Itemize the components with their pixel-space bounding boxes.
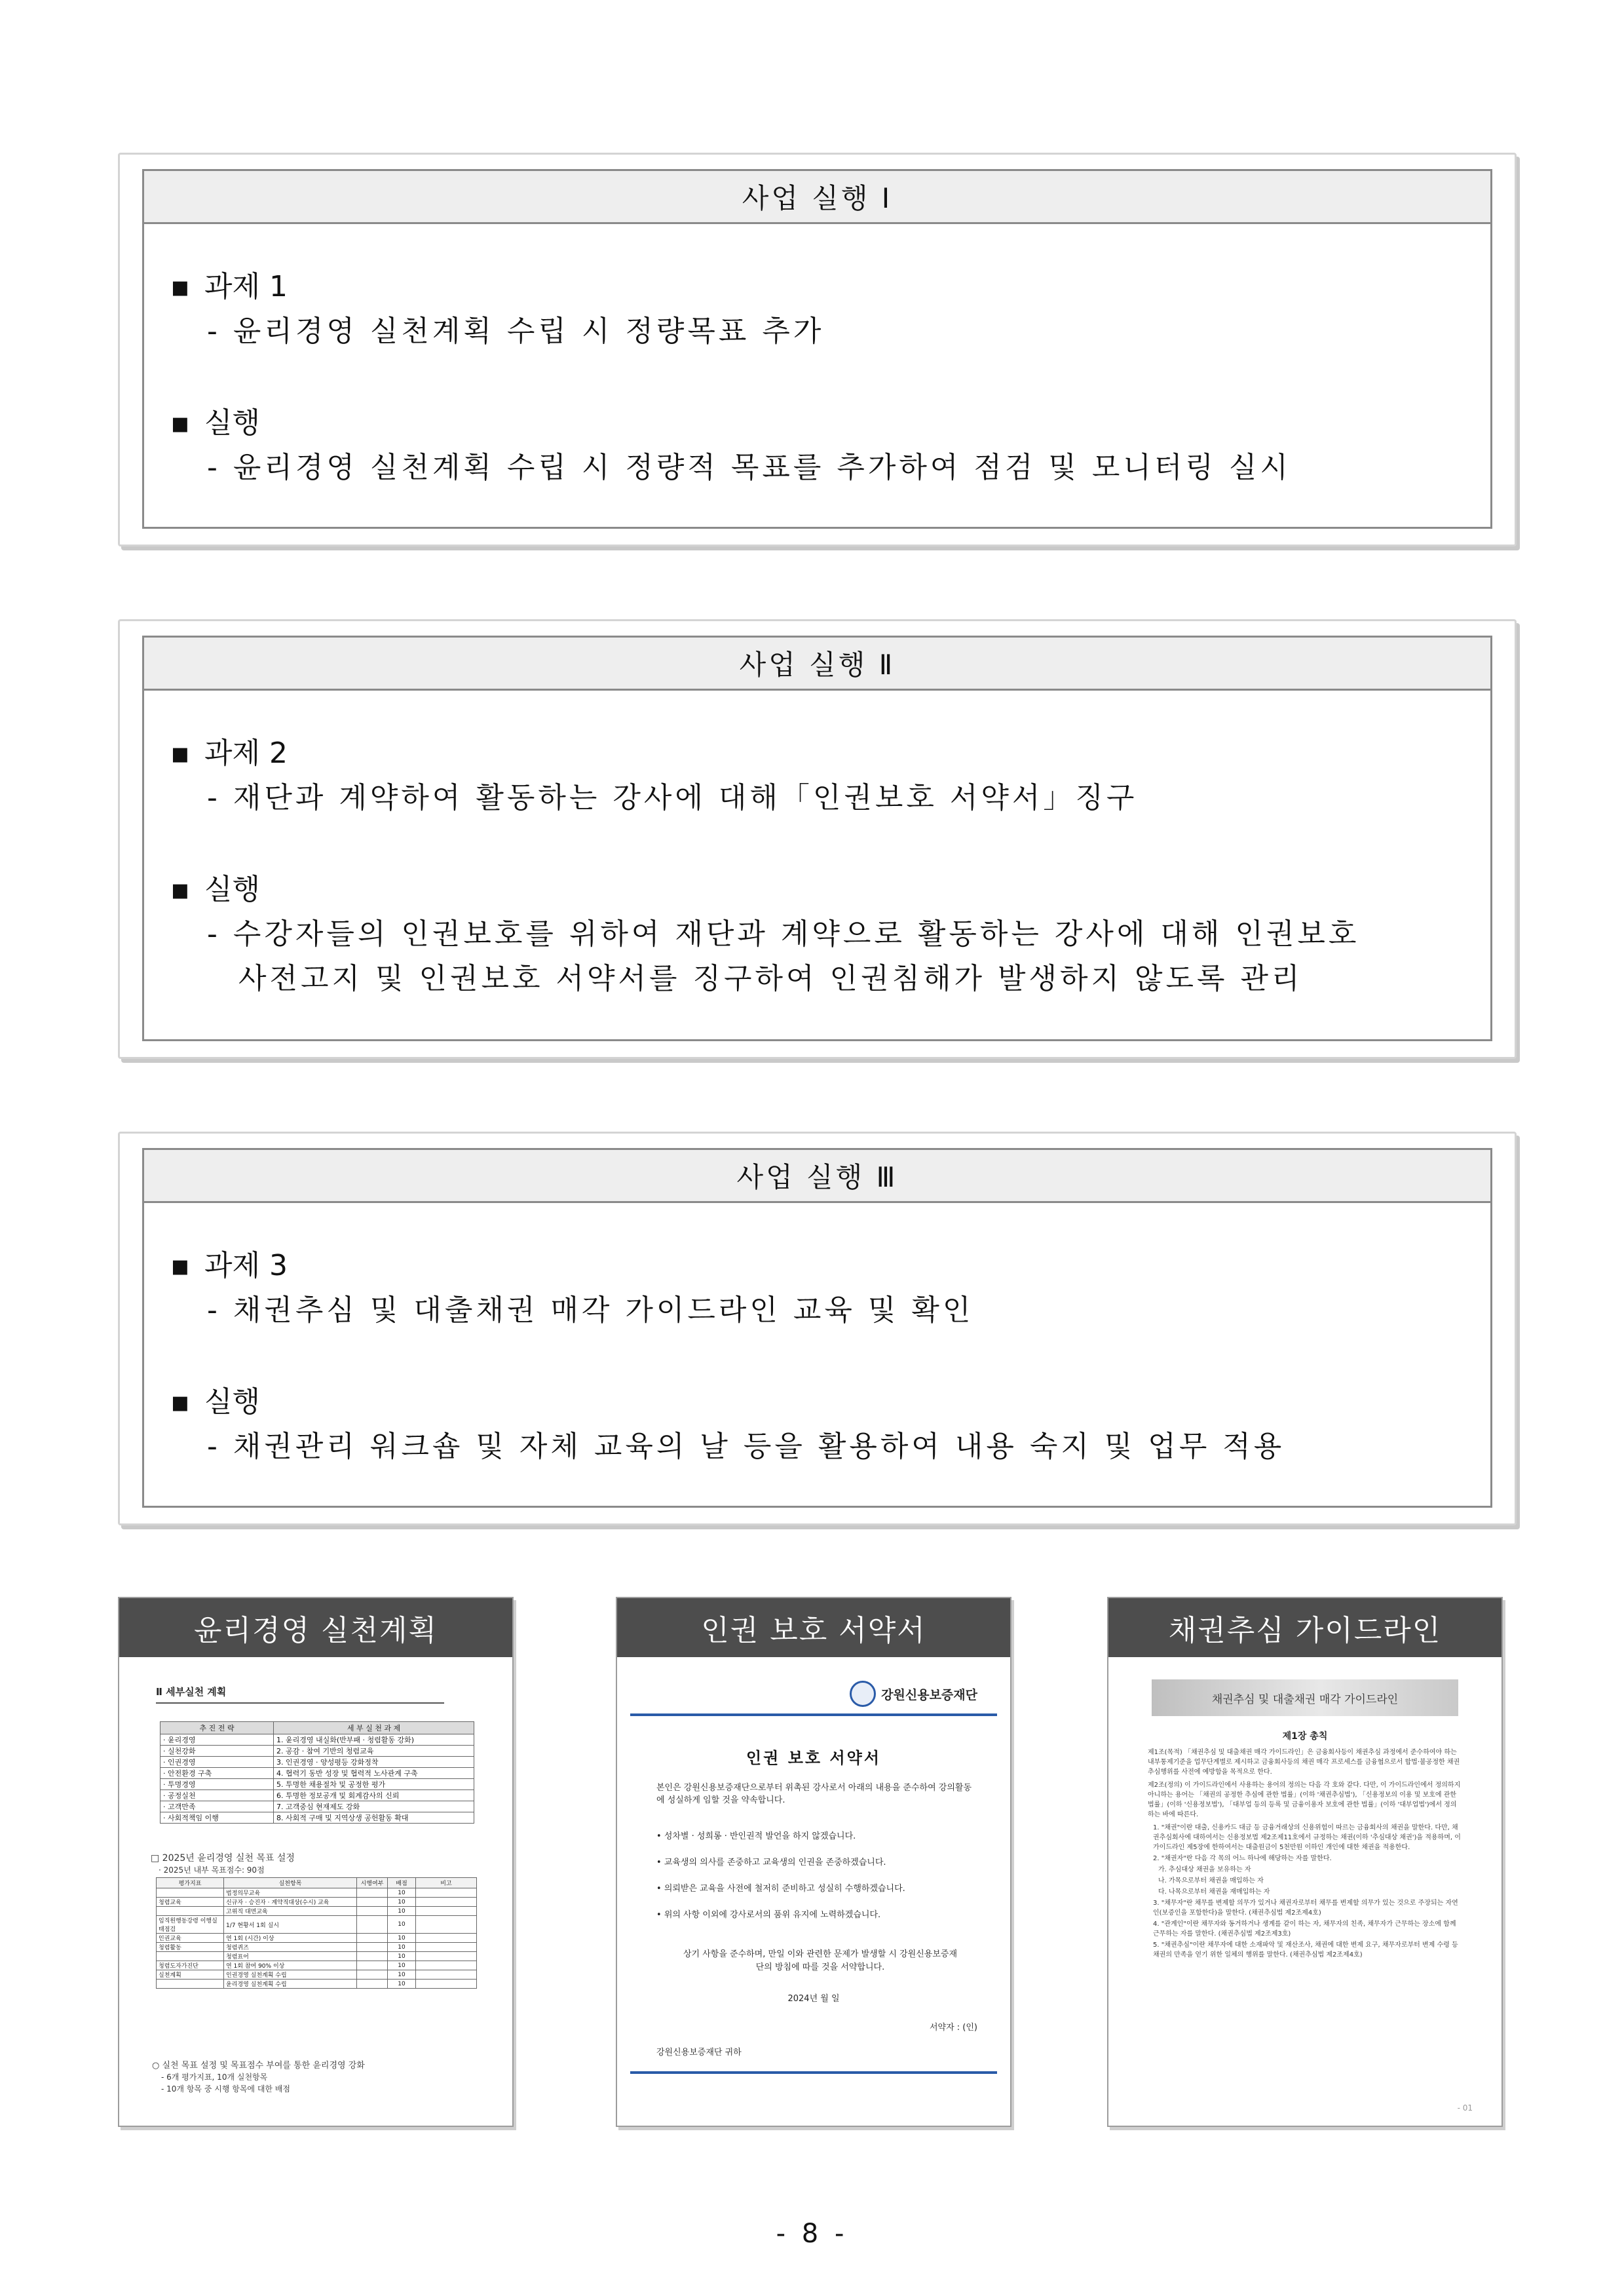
- goal-cell: 임직원행동강령 이행실태점검: [157, 1916, 224, 1934]
- strategy-cell: · 안전환경 구축: [161, 1768, 274, 1779]
- goal-cell: 윤리경영 실천계획 수립: [224, 1980, 357, 1989]
- pledge-date: 2024년 월 일: [787, 1994, 840, 2004]
- task-col-header: 세 부 실 천 과 제: [274, 1722, 474, 1734]
- guide-paragraph: 제1조(목적) 「채권추심 및 대출채권 매각 가이드라인」은 금융회사등이 채권추심 과정에서 준수하여야 하는 내부통제기준을 업무단계별로 제시하고 금융회사등의 채권 매각 프로세스를 금융협으로서 합법·불공정한 채권추심행위를 사전에 예방함을 목적으로 한다.: [1148, 1749, 1460, 1776]
- goal-cell: 고위직 대면교육: [224, 1907, 357, 1916]
- goal-cell: [157, 1952, 224, 1961]
- guide-banner: 채권추심 및 대출채권 매각 가이드라인: [1152, 1679, 1458, 1716]
- goal-cell: [157, 1907, 224, 1916]
- section-1: [118, 153, 1517, 546]
- guide-paragraph: 나. 가목으로부터 채권을 매입하는 자: [1158, 1877, 1264, 1885]
- task-2-label: ▪ 과제 2: [170, 737, 288, 770]
- guide-paragraph: 2. "채권자"란 다음 각 목의 어느 하나에 해당하는 자를 말한다.: [1153, 1855, 1332, 1862]
- goal-cell: 신규자 · 승진자 · 계약직대상(수시) 교육: [224, 1898, 357, 1907]
- section-2: [118, 619, 1517, 1059]
- thumb-guideline: [1107, 1597, 1503, 2127]
- task-cell: 3. 인권경영 · 양성평등 강화정착: [274, 1757, 474, 1768]
- goal-cell: 10: [388, 1943, 416, 1952]
- task-1-label: ▪ 과제 1: [170, 270, 288, 303]
- goal-cell: 청렴퀴즈: [224, 1943, 357, 1952]
- task-cell: 1. 윤리경영 내실화(반부패 · 청렴활동 강화): [274, 1734, 474, 1746]
- goal-table: [156, 1877, 477, 1989]
- goal-cell: 10: [388, 1888, 416, 1898]
- goal-cell: 실천계획: [157, 1970, 224, 1980]
- action-1-line: - 윤리경영 실천계획 수립 시 정량적 목표를 추가하여 점검 및 모니터링 실시: [207, 451, 1291, 484]
- strategy-col-header: 추 진 전 략: [161, 1722, 274, 1734]
- ethics-note: - 10개 항목 중 시행 항목에 대한 배점: [161, 2084, 290, 2094]
- pledge-bullet: • 위의 사항 이외에 강사로서의 품위 유지에 노력하겠습니다.: [656, 1910, 881, 1920]
- bullet-icon: ▪: [170, 737, 190, 770]
- section-3-title: 사업 실행 Ⅲ: [144, 1150, 1490, 1203]
- guide-page-number: - 01: [1457, 2103, 1473, 2113]
- ethics-page: [132, 1666, 499, 2118]
- thumb-pledge-title: 인권 보호 서약서: [617, 1598, 1010, 1657]
- goal-header: 실천항목: [224, 1878, 357, 1888]
- goal-cell: 10: [388, 1952, 416, 1961]
- pledge-signer: 서약자 : (인): [929, 2023, 977, 2033]
- guide-page: [1122, 1666, 1488, 2118]
- action-2-line-2: 사전고지 및 인권보호 서약서를 징구하여 인권침해가 발생하지 않도록 관리: [238, 962, 1303, 995]
- section-1-title: 사업 실행 Ⅰ: [144, 171, 1490, 224]
- pledge-doc-title: 인권 보호 서약서: [746, 1749, 881, 1767]
- goal-cell: 10: [388, 1961, 416, 1970]
- goal-cell: 연 1회 참여 90% 이상: [224, 1961, 357, 1970]
- goal-cell: 10: [388, 1970, 416, 1980]
- task-cell: 6. 투명한 정보공개 및 회계감사의 신뢰: [274, 1790, 474, 1801]
- goal-cell: 10: [388, 1898, 416, 1907]
- divider: [630, 1713, 997, 1716]
- org-logo-icon: [850, 1681, 876, 1707]
- divider: [630, 2071, 997, 2074]
- page-number: - 8 -: [776, 2219, 848, 2249]
- task-2-line: - 재단과 계약하여 활동하는 강사에 대해「인권보호 서약서」징구: [207, 781, 1138, 814]
- task-3-label: ▪ 과제 3: [170, 1249, 288, 1282]
- guide-paragraph: 1. "채권"이란 대출, 신용카드 대금 등 금융거래상의 신용위험이 따르는 금융회사의 채권을 말한다. 다만, 채권추심회사에 대하여서는 신용정보법 제2조제11호에서 규정하는 채권(이하 '추심대상 채권')을 적용하며, 이 가이드라인 제5장에 한하여서는 대출원금이 5천만원 이하인 개인에 대한 채권을 적용한다.: [1153, 1824, 1461, 1851]
- guide-chapter: 제1장 총칙: [1282, 1731, 1328, 1742]
- goal-cell: 10: [388, 1980, 416, 1989]
- goal-header: 시행여부: [357, 1878, 388, 1888]
- strategy-cell: · 사회적책임 이행: [161, 1812, 274, 1824]
- section-1-frame: [142, 169, 1492, 529]
- action-2-label: ▪ 실행: [170, 873, 261, 906]
- goal-header: 배점: [388, 1878, 416, 1888]
- task-cell: 5. 투명한 채용절차 및 공정한 평가: [274, 1779, 474, 1790]
- task-cell: 2. 공감 · 참여 기반의 청렴교육: [274, 1746, 474, 1757]
- goal-cell: 청렴활동: [157, 1943, 224, 1952]
- bullet-icon: ▪: [170, 873, 190, 906]
- goal-sub: · 2025년 내부 목표점수: 90점: [159, 1866, 265, 1875]
- action-3-label: ▪ 실행: [170, 1385, 261, 1419]
- section-3: [118, 1132, 1517, 1525]
- guide-body: [1148, 1748, 1462, 1961]
- task-3-line: - 채권추심 및 대출채권 매각 가이드라인 교육 및 확인: [207, 1293, 974, 1327]
- goal-cell: [157, 1980, 224, 1989]
- goal-cell: 10: [388, 1907, 416, 1916]
- guide-paragraph: 4. "관계인"이란 채무자와 동거하거나 생계를 같이 하는 자, 채무자의 친족, 채무자가 근무하는 장소에 함께 근무하는 자를 말한다. (채권추심법 제2조제3호): [1153, 1921, 1456, 1938]
- action-2-line-1: - 수강자들의 인권보호를 위하여 재단과 계약으로 활동하는 강사에 대해 인권보호: [207, 917, 1360, 951]
- pledge-bullet: • 의뢰받은 교육을 사전에 철저히 준비하고 성실히 수행하겠습니다.: [656, 1884, 905, 1894]
- section-3-frame: [142, 1148, 1492, 1508]
- goal-cell: 청렴교육: [157, 1898, 224, 1907]
- goal-cell: 청렴도자가진단: [157, 1961, 224, 1970]
- goal-cell: 10: [388, 1916, 416, 1934]
- goal-header: 평가지표: [157, 1878, 224, 1888]
- guide-paragraph: 다. 나목으로부터 채권을 재매입하는 자: [1158, 1888, 1270, 1896]
- pledge-intro: 본인은 강원신용보증재단으로부터 위촉된 강사로서 아래의 내용을 준수하여 강의활동에 성실하게 임할 것을 약속합니다.: [656, 1783, 972, 1805]
- pledge-addressee: 강원신용보증재단 귀하: [656, 2048, 742, 2057]
- bullet-icon: ▪: [170, 1249, 190, 1282]
- task-cell: 7. 고객중심 현재제도 강화: [274, 1801, 474, 1812]
- guide-paragraph: 5. "채권추심"이란 채무자에 대한 소재파악 및 재산조사, 채권에 대한 변제 요구, 채무자로부터 변제 수령 등 채권의 만족을 얻기 위한 일체의 행위를 말한다. (채권추심법 제2조제4호): [1153, 1942, 1458, 1959]
- org-logo: [850, 1681, 977, 1707]
- strategy-cell: · 고객만족: [161, 1801, 274, 1812]
- ethics-note: ○ 실천 목표 설정 및 목표점수 부여를 통한 윤리경영 강화: [152, 2061, 365, 2071]
- bullet-icon: ▪: [170, 270, 190, 303]
- thumb-ethics-plan: [118, 1597, 514, 2127]
- strategy-cell: · 실천강화: [161, 1746, 274, 1757]
- strategy-cell: · 투명경영: [161, 1779, 274, 1790]
- strategy-cell: · 윤리경영: [161, 1734, 274, 1746]
- action-1-label: ▪ 실행: [170, 406, 261, 440]
- thumb-ethics-title: 윤리경영 실천계획: [119, 1598, 512, 1657]
- pledge-bullet: • 교육생의 의사를 존중하고 교육생의 인권을 존중하겠습니다.: [656, 1858, 886, 1867]
- task-cell: 8. 사회적 구매 및 지역상생 공헌활동 확대: [274, 1812, 474, 1824]
- guide-paragraph: 가. 추심대상 채권을 보유하는 자: [1158, 1866, 1251, 1873]
- ethics-note: - 6개 평가지표, 10개 실천항목: [161, 2073, 268, 2082]
- bullet-icon: ▪: [170, 1385, 190, 1419]
- goal-title: □ 2025년 윤리경영 실천 목표 설정: [151, 1853, 295, 1864]
- pledge-bullet: • 성차별 · 성희롱 · 반인권적 발언을 하지 않겠습니다.: [656, 1831, 856, 1841]
- ethics-strategy-table: [160, 1721, 474, 1824]
- pledge-closing: 상기 사항을 준수하며, 만일 이와 관련한 문제가 발생할 시 강원신용보증재단의 방침에 따를 것을 서약합니다.: [683, 1949, 958, 1972]
- thumb-guide-title: 채권추심 가이드라인: [1108, 1598, 1501, 1657]
- section-2-title: 사업 실행 Ⅱ: [144, 638, 1490, 691]
- goal-cell: 10: [388, 1934, 416, 1943]
- goal-cell: 인권경영 실천계획 수립: [224, 1970, 357, 1980]
- strategy-cell: · 공정실천: [161, 1790, 274, 1801]
- goal-cell: [157, 1888, 224, 1898]
- thumb-pledge: [616, 1597, 1011, 2127]
- bullet-icon: ▪: [170, 406, 190, 440]
- action-3-line: - 채권관리 워크숍 및 자체 교육의 날 등을 활용하여 내용 숙지 및 업무 적용: [207, 1430, 1285, 1463]
- goal-cell: 청렴표어: [224, 1952, 357, 1961]
- goal-cell: 1/7 현황서 1회 실시: [224, 1916, 357, 1934]
- guide-paragraph: 제2조(정의) 이 가이드라인에서 사용하는 용어의 정의는 다음 각 호와 같다. 다만, 이 가이드라인에서 정의하지 아니하는 용어는 「채권의 공정한 추심에 관한 법률」(이하 '채권추심법'), 「신용정보의 이용 및 보호에 관한 법률」(이하 '신용정보법'), 「대부업 등의 등록 및 금융이용자 보호에 관한 법률」(이하 '대부업법')에서 정의하는 바에 따른다.: [1148, 1782, 1461, 1818]
- pledge-page: [630, 1666, 997, 2118]
- goal-cell: 인권교육: [157, 1934, 224, 1943]
- guide-paragraph: 3. "채무자"란 채무를 변제할 의무가 있거나 채권자로부터 채무를 변제할 의무가 있는 것으로 주장되는 자연인(보증인을 포함한다)을 말한다. (채권추심법 제2조제4호): [1153, 1900, 1458, 1917]
- task-1-line: - 윤리경영 실천계획 수립 시 정량목표 추가: [207, 315, 825, 348]
- task-cell: 4. 협력기 동반 성장 및 협력적 노사관계 구축: [274, 1768, 474, 1779]
- goal-cell: 연 1회 (시간) 이상: [224, 1934, 357, 1943]
- goal-cell: 법정의무교육: [224, 1888, 357, 1898]
- org-name: 강원신용보증재단: [881, 1687, 977, 1702]
- goal-header: 비고: [416, 1878, 477, 1888]
- ethics-heading: Ⅱ 세부실천 계획: [156, 1685, 444, 1704]
- section-2-frame: [142, 636, 1492, 1041]
- strategy-cell: · 인권경영: [161, 1757, 274, 1768]
